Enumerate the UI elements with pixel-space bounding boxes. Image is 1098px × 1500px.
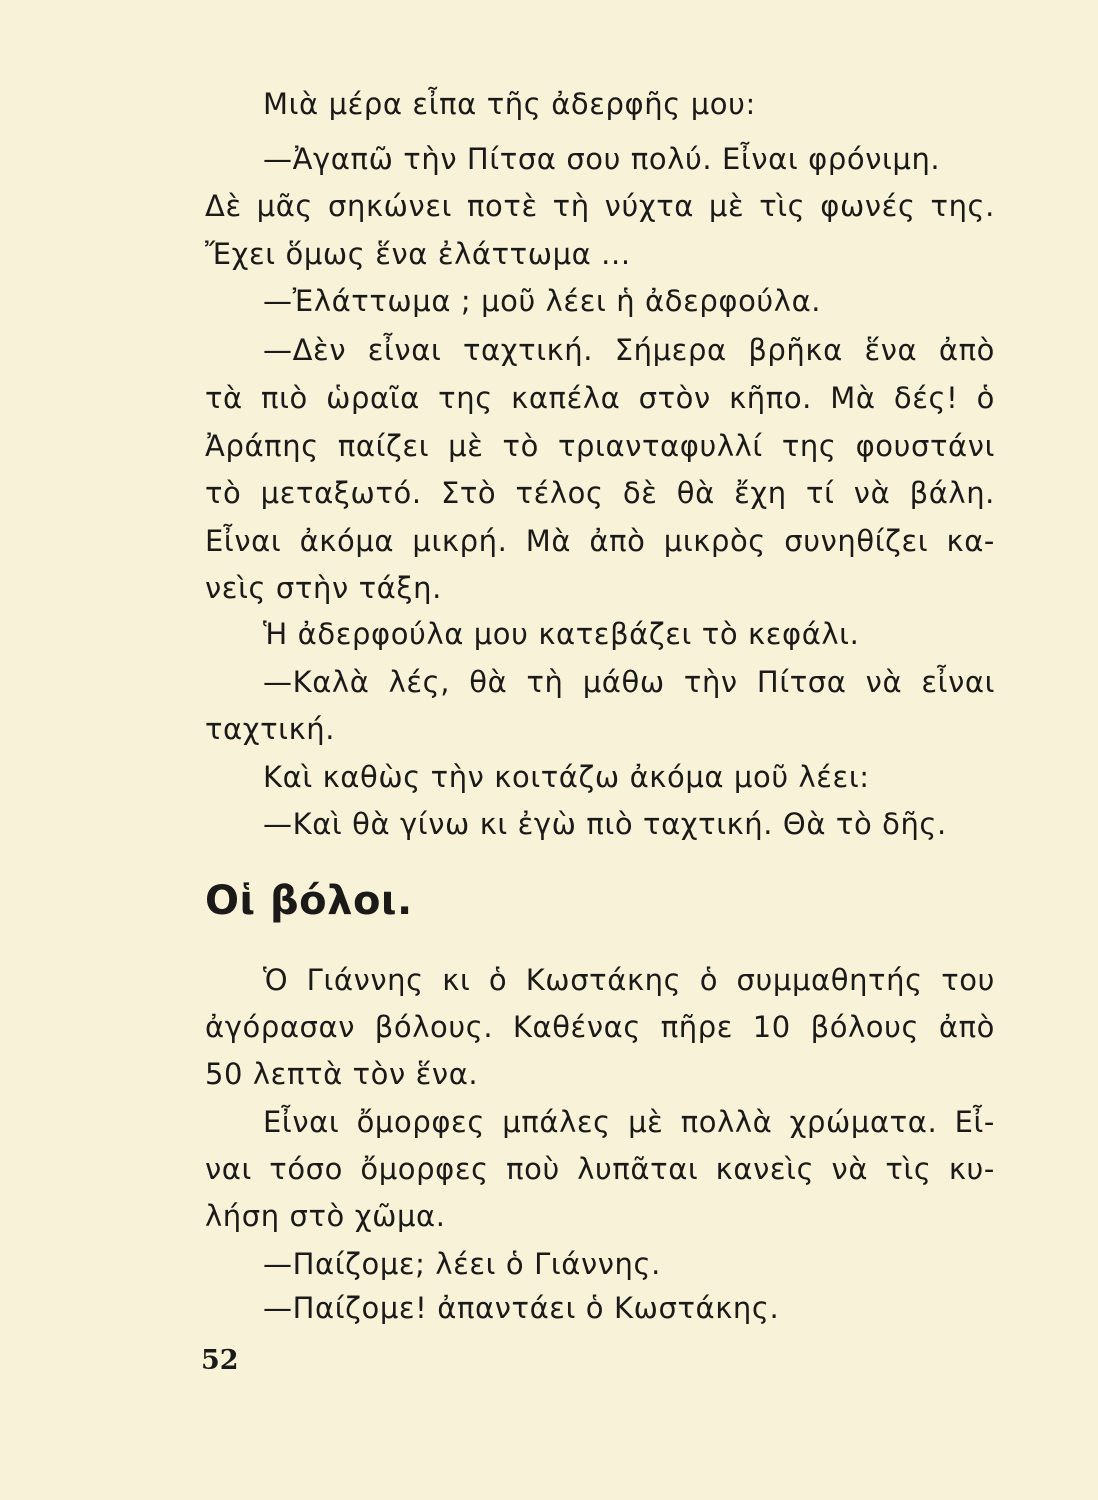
text-line: λήση στὸ χῶμα.: [205, 1199, 446, 1233]
text-line: ταχτική.: [205, 712, 336, 746]
text-line: Ὁ Γιάννης κι ὁ Κωστάκης ὁ συμμαθητής του: [263, 963, 995, 997]
text-line: ναι τόσο ὄμορφες ποὺ λυπᾶται κανεὶς νὰ τὶς κυ-: [205, 1152, 995, 1186]
text-line: Ἔχει ὅμως ἕνα ἐλάττωμα ...: [205, 237, 631, 271]
text-line: —Παίζομε! ἀπαντάει ὁ Κωστάκης.: [263, 1291, 780, 1325]
text-line: 50 λεπτὰ τὸν ἕνα.: [205, 1057, 479, 1091]
text-line: —Καλὰ λές, θὰ τὴ μάθω τὴν Πίτσα νὰ εἶναι: [263, 665, 995, 699]
text-line: —Ἀγαπῶ τὴν Πίτσα σου πολύ. Εἶναι φρόνιμη.: [263, 142, 941, 176]
text-line: τὰ πιὸ ὡραῖα της καπέλα στὸν κῆπο. Μὰ δές! ὁ: [205, 381, 995, 415]
text-line: Δὲ μᾶς σηκώνει ποτὲ τὴ νύχτα μὲ τὶς φωνές της.: [205, 189, 995, 223]
text-line: —Δὲν εἶναι ταχτική. Σήμερα βρῆκα ἕνα ἀπὸ: [263, 333, 995, 367]
text-line: Εἶναι ἀκόμα μικρή. Μὰ ἀπὸ μικρὸς συνηθίζει κα-: [205, 524, 995, 558]
text-line: Ἡ ἀδερφούλα μου κατεβάζει τὸ κεφάλι.: [263, 617, 860, 651]
text-line: νεὶς στὴν τάξη.: [205, 571, 442, 605]
text-line: τὸ μεταξωτό. Στὸ τέλος δὲ θὰ ἔχη τί νὰ βάλη.: [205, 476, 995, 510]
text-line: —Καὶ θὰ γίνω κι ἐγὼ πιὸ ταχτική. Θὰ τὸ δῆς.: [263, 807, 947, 841]
page-number: 52: [201, 1345, 239, 1376]
text-line: ἀγόρασαν βόλους. Καθένας πῆρε 10 βόλους ἀπὸ: [205, 1010, 995, 1044]
text-line: Ἀράπης παίζει μὲ τὸ τριανταφυλλί της φουστάνι: [205, 429, 995, 463]
text-line: —Ἐλάττωμα ; μοῦ λέει ἡ ἀδερφούλα.: [263, 284, 822, 318]
text-line: Καὶ καθὼς τὴν κοιτάζω ἀκόμα μοῦ λέει:: [263, 760, 870, 794]
section-heading: Οἱ βόλοι.: [205, 878, 413, 924]
text-line: Μιὰ μέρα εἶπα τῆς ἀδερφῆς μου:: [263, 87, 756, 121]
text-line: —Παίζομε; λέει ὁ Γιάννης.: [263, 1247, 661, 1281]
text-line: Εἶναι ὄμορφες μπάλες μὲ πολλὰ χρώματα. Εἶ-: [263, 1105, 995, 1139]
